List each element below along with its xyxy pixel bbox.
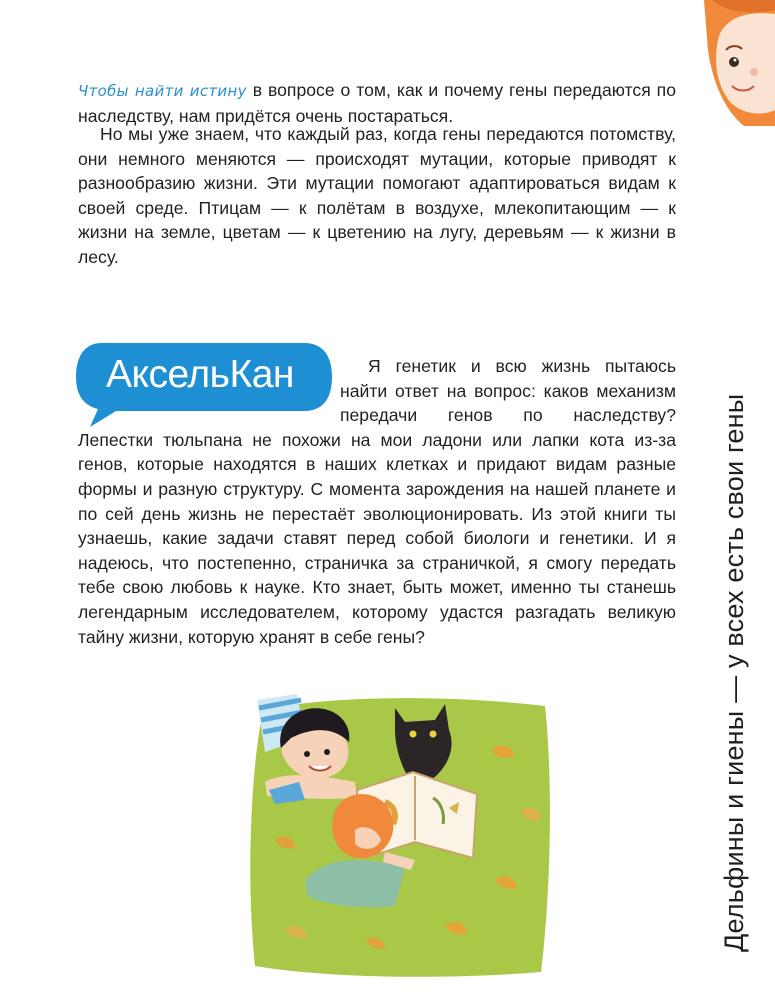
intro-rest: в вопросе о том, как и почему гены передаются по наследству, нам придётся очень постараться.: [78, 80, 676, 126]
children-reading-illustration: [245, 690, 555, 980]
intro-paragraph: [78, 78, 676, 128]
author-name: АксельКан: [106, 353, 294, 396]
bubble-spacer: [78, 354, 340, 426]
author-quote: Я генетик и всю жизнь пытаюсь найти ответ на вопрос: каков механизм передачи генов по наследству? Лепестки тюльпана не похожи на мои ладони или лапки кота из-за генов, которые находятся в наших клетках и придают видам разные формы и разную структуру. С момента зарождения на нашей планете и по сей день жизнь не перестаёт эволюционировать. Из этой книги ты узнаешь, какие задачи ставят перед собой биологи и генетики. И я надеюсь, что постепенно, страничка за страничкой, я смогу передать тебе свою любовь к науке. Кто знает, быть может, именно ты станешь легендарным исследователем, которому удастся разгадать великую тайну жизни, которую хранят в себе гены?: [78, 356, 676, 647]
author-quote-block: [78, 354, 676, 649]
corner-girl-illustration: [704, 0, 775, 126]
mutations-paragraph: Но мы уже знаем, что каждый раз, когда гены передаются потомству, они немного меняются — происходят мутации, которые приводят к разнообразию жизни. Эти мутации помогают адаптироваться видам к своей среде. Птицам — к полётам в воздухе, млекопитающим — к жизни на земле, цветам — к цветению на лугу, деревьям — к жизни в лесу.: [78, 124, 676, 267]
chapter-title: Дельфины и гиены — у всех есть свои гены: [719, 393, 749, 952]
intro-lead: Чтобы найти истину: [78, 82, 247, 100]
